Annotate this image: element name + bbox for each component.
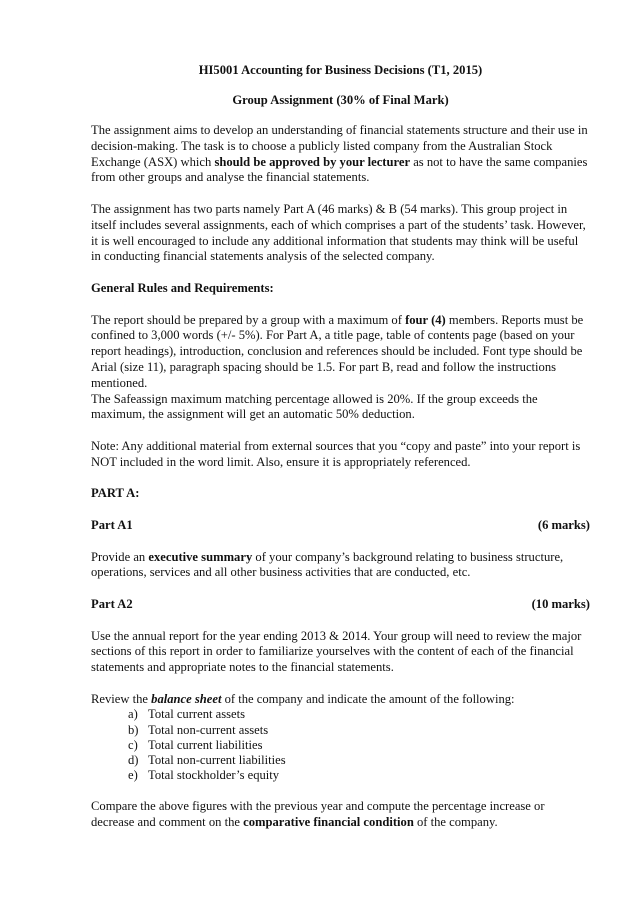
course-title: HI5001 Accounting for Business Decisions (T1, 2015) bbox=[198, 63, 483, 77]
intro-emphasis: should be approved by your lecturer bbox=[214, 154, 411, 169]
list-item-text: Total current assets bbox=[148, 707, 246, 722]
part-a1-header bbox=[91, 518, 590, 534]
list-item bbox=[128, 752, 590, 768]
part-a2-p3-emphasis: comparative financial condition bbox=[243, 814, 414, 829]
rules-text-b: members. Reports must be confined to 3,000 words (+/- 5%). For Part A, a title page, table of contents page (based on your report headings), introduction, conclusion and references should be included. Font type should be Arial (size 11), paragraph spacing should be 1.5. For part B, read and follow the instructions mentioned. bbox=[91, 312, 584, 390]
note-paragraph: Note: Any additional material from external sources that you “copy and paste” into your report is NOT included in the word limit. Also, ensure it is appropriately referenced. bbox=[91, 438, 581, 469]
list-item-text: Total non-current assets bbox=[148, 722, 269, 737]
part-a2-p3-text-b: of the company. bbox=[413, 814, 498, 829]
list-marker: b) bbox=[128, 722, 139, 737]
rules-paragraph-1 bbox=[91, 313, 590, 392]
part-a2-marks: (10 marks) bbox=[531, 596, 590, 611]
part-a1-emphasis: executive summary bbox=[148, 549, 253, 564]
list-marker: a) bbox=[128, 707, 138, 722]
part-a1-text-a: Provide an bbox=[91, 549, 149, 564]
part-a1-marks: (6 marks) bbox=[537, 517, 590, 532]
part-a1-text-b: of your company’s background relating to business structure, operations, services and all other business activities that are conducted, etc. bbox=[91, 549, 564, 580]
list-marker: d) bbox=[128, 752, 139, 767]
part-a2-paragraph-3 bbox=[91, 799, 590, 831]
rules-paragraph-2: The Safeassign maximum matching percentage allowed is 20%. If the group exceeds the maximum, the assignment will get an automatic 50% deduction. bbox=[91, 391, 538, 422]
part-a1-text bbox=[91, 550, 590, 582]
part-a2-emphasis: balance sheet bbox=[151, 691, 222, 706]
intro-paragraph-2: The assignment has two parts namely Part A (46 marks) & B (54 marks). This group project in itself includes several assignments, each of which comprises a part of the students’ task. However, it is well encouraged to include any additional information that students may think will be useful in conducting financial statements analysis of the selected company. bbox=[91, 201, 586, 264]
intro-paragraph-1 bbox=[91, 123, 590, 186]
list-item bbox=[128, 722, 590, 738]
part-a2-p3-text-a: Compare the above figures with the previous year and compute the percentage increase or decrease and comment on the bbox=[91, 798, 545, 829]
part-a1-label: Part A1 bbox=[91, 517, 133, 532]
part-a2-p2-text-b: of the company and indicate the amount of the following: bbox=[221, 691, 515, 706]
part-a2-label: Part A2 bbox=[91, 596, 133, 611]
balance-sheet-list bbox=[91, 707, 590, 782]
part-a2-p2-text-a: Review the bbox=[91, 691, 152, 706]
rules-text-a: The report should be prepared by a group with a maximum of bbox=[91, 312, 406, 327]
list-item-text: Total current liabilities bbox=[148, 737, 263, 752]
list-marker: e) bbox=[128, 767, 138, 782]
intro-text-a: The assignment aims to develop an understanding of financial statements structure and their use in decision-making. The task is to choose a publicly listed company from the Australian Stock Exchange (ASX) which bbox=[91, 123, 588, 169]
list-marker: c) bbox=[128, 737, 138, 752]
list-item bbox=[128, 767, 590, 783]
part-a2-paragraph-1: Use the annual report for the year ending 2013 & 2014. Your group will need to review the major sections of this report in order to familiarize yourselves with the content of each of the financial statements and appropriate notes to the financial statements. bbox=[91, 628, 582, 675]
rules-heading: General Rules and Requirements: bbox=[91, 280, 274, 295]
rules-emphasis: four (4) bbox=[405, 312, 446, 327]
intro-text-b: as not to have the same companies from other groups and analyse the financial statements. bbox=[91, 154, 588, 185]
part-a2-header bbox=[91, 597, 590, 613]
list-item bbox=[128, 707, 590, 722]
part-a-heading: PART A: bbox=[91, 486, 140, 501]
list-item bbox=[128, 737, 590, 753]
part-a2-paragraph-2 bbox=[91, 692, 590, 708]
assignment-title: Group Assignment (30% of Final Mark) bbox=[232, 93, 449, 107]
list-item-text: Total stockholder’s equity bbox=[148, 767, 280, 782]
list-item-text: Total non-current liabilities bbox=[148, 752, 286, 767]
